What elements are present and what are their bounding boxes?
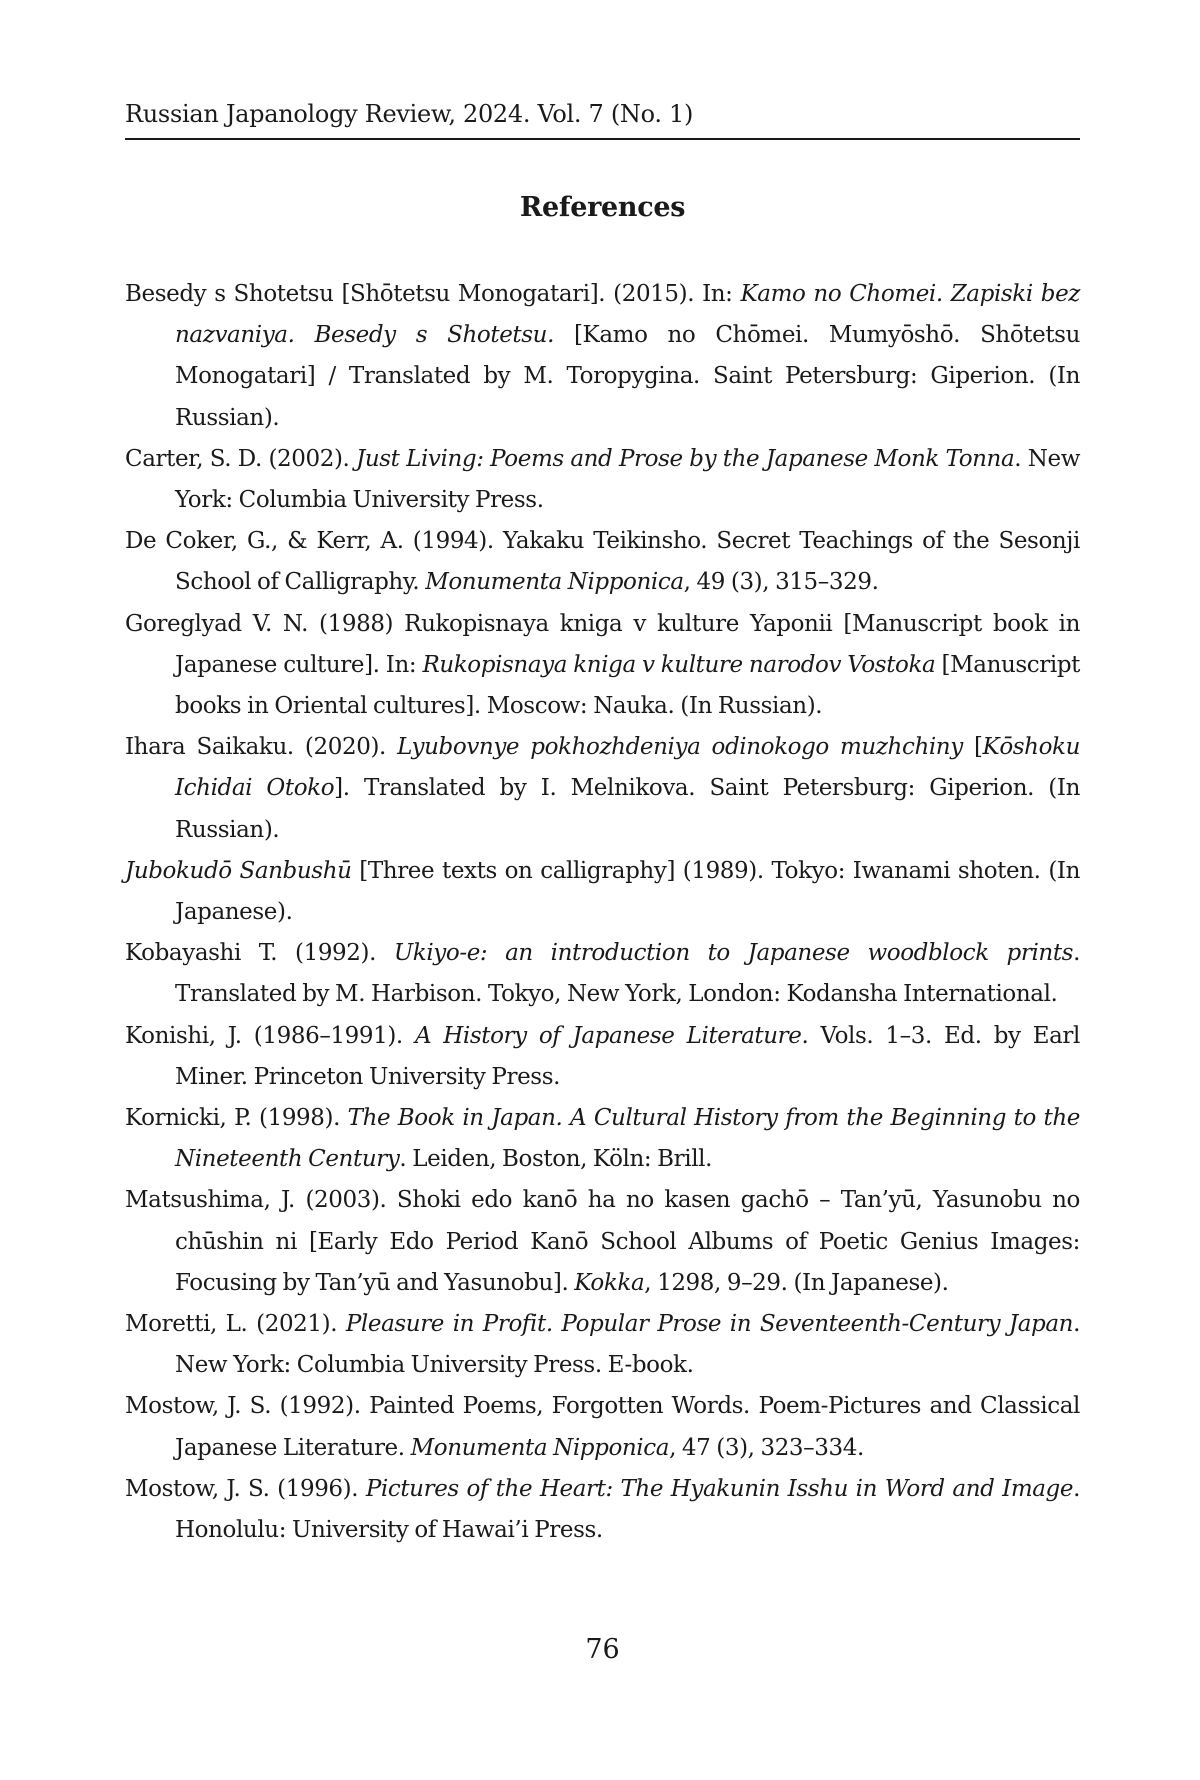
reference-text: . Translated by M. Harbison. Tokyo, New York, London: Kodansha International. bbox=[175, 940, 1080, 1008]
reference-text: Mostow, J. S. (1992). Painted Poems, Forgotten Words. Poem-Pictures and Classical Japanese Literature. bbox=[125, 1393, 1080, 1461]
section-title: References bbox=[519, 192, 686, 223]
reference-entry bbox=[125, 521, 1080, 603]
reference-title-italic: Monumenta Nipponica bbox=[425, 569, 684, 596]
reference-entry bbox=[125, 933, 1080, 1015]
reference-entry bbox=[125, 604, 1080, 728]
reference-text: [Kamo no Chōmei. Mumyōshō. Shōtetsu Monogatari] / Translated by M. Toropygina. Saint Petersburg: Giperion. (In Russian). bbox=[175, 322, 1080, 431]
reference-text: ]. Translated by I. Melnikova. Saint Petersburg: Giperion. (In Russian). bbox=[175, 775, 1080, 843]
reference-title-italic: Pictures of the Heart: The Hyakunin Isshu in Word and Image bbox=[365, 1475, 1074, 1502]
reference-title-italic: Kōshoku Ichidai Otoko bbox=[175, 734, 1080, 802]
reference-title-italic: Lyubovnye pokhozhdeniya odinokogo muzhchiny bbox=[397, 734, 963, 761]
reference-text: Matsushima, J. (2003). Shoki edo kanō ha no kasen gachō – Tan’yū, Yasunobu no chūshin ni [Early Edo Period Kanō School Albums of Poetic Genius Images: Focusing by Tan’yū and Yasunobu]. bbox=[125, 1187, 1080, 1296]
reference-text: . New York: Columbia University Press. E-book. bbox=[175, 1311, 1080, 1379]
reference-text: , 1298, 9–29. (In Japanese). bbox=[644, 1269, 949, 1296]
reference-entry bbox=[125, 1386, 1080, 1468]
journal-title: Russian Japanology Review, 2024. Vol. 7 (No. 1) bbox=[125, 100, 694, 128]
reference-text: , 49 (3), 315–329. bbox=[683, 569, 879, 596]
reference-title-italic: A History of Japanese Literature bbox=[414, 1022, 802, 1049]
reference-title-italic: Jubokudō Sanbushū bbox=[125, 857, 352, 884]
reference-entry bbox=[125, 1304, 1080, 1386]
reference-text: Besedy s Shotetsu [Shōtetsu Monogatari]. (2015). In: bbox=[125, 281, 741, 307]
reference-title-italic: Monumenta Nipponica bbox=[410, 1434, 670, 1461]
reference-title-italic: Pleasure in Profit. Popular Prose in Seventeenth-Century Japan bbox=[345, 1311, 1074, 1338]
reference-text: Goreglyad V. N. (1988) Rukopisnaya kniga v kulture Yaponii [Manuscript book in Japanese culture]. In: bbox=[125, 610, 1080, 678]
reference-entry bbox=[125, 1016, 1080, 1098]
reference-entry bbox=[125, 1469, 1080, 1551]
reference-title-italic: Kamo no Chomei. Zapiski bez nazvaniya. Besedy s Shotetsu. bbox=[175, 281, 1080, 349]
reference-entry bbox=[125, 1098, 1080, 1180]
reference-text: . Honolulu: University of Hawai’i Press. bbox=[175, 1475, 1080, 1544]
reference-text: Moretti, L. (2021). bbox=[125, 1311, 346, 1338]
running-header bbox=[125, 96, 1080, 140]
reference-title-italic: Ukiyo-e: an introduction to Japanese woodblock prints bbox=[393, 940, 1074, 967]
reference-title-italic: Just Living: Poems and Prose by the Japanese Monk Tonna bbox=[356, 445, 1015, 472]
reference-text: [ bbox=[962, 734, 983, 761]
reference-text: Ihara Saikaku. (2020). bbox=[125, 734, 398, 761]
reference-text: Konishi, J. (1986–1991). bbox=[125, 1022, 415, 1049]
reference-text: . Leiden, Boston, Köln: Brill. bbox=[399, 1146, 713, 1173]
reference-text: Mostow, J. S. (1996). bbox=[125, 1475, 366, 1502]
reference-title-italic: The Book in Japan. A Cultural History from the Beginning to the Nineteenth Century bbox=[175, 1105, 1081, 1173]
reference-text: [Manuscript books in Oriental cultures]. Moscow: Nauka. (In Russian). bbox=[175, 651, 1080, 720]
reference-entry bbox=[125, 274, 1080, 439]
reference-text: Kornicki, P. (1998). bbox=[125, 1105, 348, 1132]
page-number: 76 bbox=[585, 1634, 620, 1665]
reference-title-italic: Rukopisnaya kniga v kulture narodov Vostoka bbox=[422, 651, 936, 678]
reference-list bbox=[125, 274, 1080, 1551]
reference-title-italic: Kokka bbox=[574, 1269, 645, 1296]
reference-text: . New York: Columbia University Press. bbox=[175, 445, 1080, 514]
reference-text: De Coker, G., & Kerr, A. (1994). Yakaku Teikinsho. Secret Teachings of the Sesonji School of Calligraphy. bbox=[125, 528, 1080, 596]
reference-entry bbox=[125, 439, 1080, 521]
reference-text: [Three texts on calligraphy] (1989). Tokyo: Iwanami shoten. (In Japanese). bbox=[175, 857, 1080, 926]
reference-text: Carter, S. D. (2002). bbox=[125, 445, 357, 472]
reference-text: , 47 (3), 323–334. bbox=[669, 1434, 864, 1461]
reference-entry bbox=[125, 727, 1080, 851]
reference-text: . Vols. 1–3. Ed. by Earl Miner. Princeton University Press. bbox=[175, 1022, 1080, 1090]
reference-entry bbox=[125, 1180, 1080, 1304]
reference-entry bbox=[125, 851, 1080, 933]
reference-text: Kobayashi T. (1992). bbox=[125, 940, 394, 967]
